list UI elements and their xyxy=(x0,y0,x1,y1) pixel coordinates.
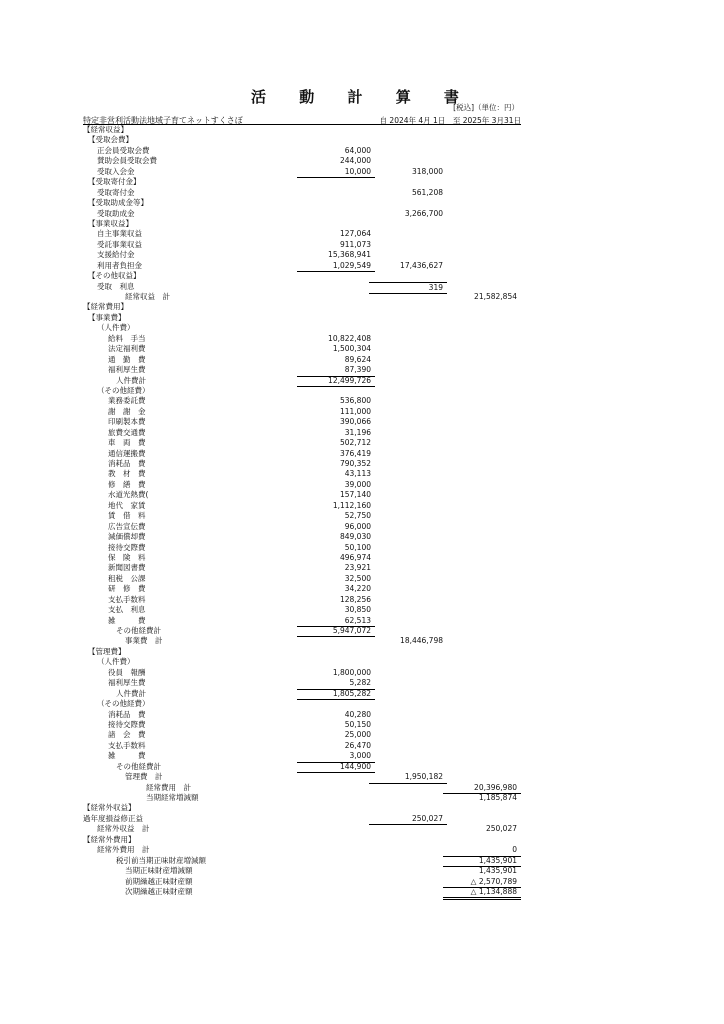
statement-row xyxy=(83,156,521,166)
statement-row xyxy=(83,772,521,782)
row-label: その他経費計 xyxy=(116,626,161,635)
amount-c3: 1,185,874 xyxy=(478,793,517,802)
row-label: 経常外収益 計 xyxy=(97,824,150,834)
statement-row xyxy=(83,480,521,490)
statement-row xyxy=(83,282,521,292)
row-label: 修 繕 費 xyxy=(108,479,146,489)
statement-row xyxy=(83,626,521,636)
statement-row xyxy=(83,417,521,427)
statement-row xyxy=(83,292,521,302)
row-label: 教 材 費 xyxy=(108,469,146,479)
amount-c1: 911,073 xyxy=(339,239,371,249)
row-label: 【管理費】 xyxy=(88,646,126,656)
statement-row xyxy=(83,438,521,448)
row-label: 通信運搬費 xyxy=(108,448,146,458)
statement-row xyxy=(83,668,521,678)
row-label: 税引前当期正味財産増減額 xyxy=(116,855,206,865)
row-label: 管理費 計 xyxy=(125,772,163,782)
statement-row xyxy=(83,396,521,406)
row-label: 【事業費】 xyxy=(88,312,126,322)
statement-row xyxy=(83,428,521,438)
row-label: 【経常収益】 xyxy=(83,125,128,134)
row-label: 消耗品 費 xyxy=(108,709,146,719)
amount-c1: 62,513 xyxy=(297,616,375,627)
statement-row xyxy=(83,647,521,657)
statement-row xyxy=(83,793,521,803)
row-label: 謝 謝 金 xyxy=(108,406,146,416)
statement-row xyxy=(83,616,521,626)
statement-row xyxy=(83,720,521,730)
amount-c1: 25,000 xyxy=(344,730,371,740)
row-label: （人件費） xyxy=(97,323,135,333)
statement-row xyxy=(83,323,521,333)
amount-c1: 50,100 xyxy=(344,542,371,552)
amount-c1: 15,368,941 xyxy=(328,250,371,260)
amount-c3: 0 xyxy=(443,845,521,856)
row-label: 【受取会費】 xyxy=(88,135,133,145)
statement-row xyxy=(83,459,521,469)
statement-row xyxy=(83,689,521,699)
statement-row xyxy=(83,198,521,208)
amount-c1: 1,500,304 xyxy=(332,344,371,354)
row-label: 広告宣伝費 xyxy=(108,521,146,531)
row-label: 支払手数料 xyxy=(108,594,146,604)
statement-row xyxy=(83,563,521,573)
row-label: 当期経常増減額 xyxy=(146,793,199,802)
row-label: 【経常費用】 xyxy=(83,302,128,312)
statement-row xyxy=(83,532,521,542)
statement-row xyxy=(83,407,521,417)
amount-c1: 244,000 xyxy=(339,156,371,166)
amount-c1: 1,800,000 xyxy=(332,667,371,677)
statement-row xyxy=(83,501,521,511)
statement-row xyxy=(83,469,521,479)
row-label: 接待交際費 xyxy=(108,719,146,729)
amount-c3: 1,435,901 xyxy=(443,856,521,867)
statement-row xyxy=(83,678,521,688)
statement-row xyxy=(83,803,521,813)
amount-c1: 157,140 xyxy=(339,490,371,500)
row-label: 人件費計 xyxy=(116,375,146,385)
amount-c1: 30,850 xyxy=(344,605,371,615)
amount-c1: 536,800 xyxy=(339,396,371,406)
row-label: 自主事業収益 xyxy=(97,229,142,239)
amount-c1: 52,750 xyxy=(344,511,371,521)
amount-c1: 790,352 xyxy=(339,459,371,468)
row-label: 利用者負担金 xyxy=(97,260,142,270)
statement-row xyxy=(83,376,521,386)
amount-c1: 40,280 xyxy=(344,709,371,719)
row-label: 賛助会員受取会費 xyxy=(97,156,157,166)
statement-row xyxy=(83,751,521,761)
row-label: 雑 費 xyxy=(108,751,146,761)
statement-row xyxy=(83,386,521,396)
statement-row xyxy=(83,261,521,271)
amount-c1: 39,000 xyxy=(344,479,371,489)
row-label: 福利厚生費 xyxy=(108,365,146,375)
amount-c1: 849,030 xyxy=(339,532,371,542)
statement-row xyxy=(83,490,521,500)
amount-c2: 18,446,798 xyxy=(400,636,443,646)
statement-row xyxy=(83,814,521,824)
row-label: 接待交際費 xyxy=(108,542,146,552)
row-label: 【受取助成金等】 xyxy=(88,198,148,208)
row-label: 受取寄付金 xyxy=(97,187,135,197)
statement-row xyxy=(83,449,521,459)
statement-row xyxy=(83,355,521,365)
statement-row xyxy=(83,710,521,720)
amount-c2: 17,436,627 xyxy=(400,260,443,270)
amount-c1: 5,282 xyxy=(297,678,375,689)
statement-row xyxy=(83,887,521,897)
statement-row xyxy=(83,605,521,615)
row-label: 車 両 費 xyxy=(108,438,146,448)
statement-row xyxy=(83,783,521,793)
row-label: 地代 家賃 xyxy=(108,500,146,510)
row-label: 前期繰越正味財産額 xyxy=(125,876,193,886)
amount-c1: 1,805,282 xyxy=(297,689,375,700)
amount-c2: 319 xyxy=(369,282,447,294)
row-label: （その他経費） xyxy=(97,385,150,395)
row-label: 旅費交通費 xyxy=(108,427,146,437)
amount-c3: 20,396,980 xyxy=(443,783,521,794)
row-label: 人件費計 xyxy=(116,688,146,698)
statement-row xyxy=(83,762,521,772)
row-label: 賃 借 料 xyxy=(108,511,146,521)
row-label: 【経常外収益】 xyxy=(83,803,136,813)
statement-row xyxy=(83,313,521,323)
row-label: 消耗品 費 xyxy=(108,459,146,468)
row-label: 経常費用 計 xyxy=(146,782,191,792)
statement-row xyxy=(83,219,521,229)
statement-row xyxy=(83,188,521,198)
row-label: 保 険 料 xyxy=(108,552,146,562)
row-label: 経常収益 計 xyxy=(125,292,170,301)
row-label: （人件費） xyxy=(97,657,135,667)
statement-row xyxy=(83,856,521,866)
amount-c1: 23,921 xyxy=(344,563,371,573)
statement-row xyxy=(83,302,521,312)
row-label: 通 勤 費 xyxy=(108,354,146,364)
row-label: 過年度損益修正益 xyxy=(83,813,143,823)
organization-name: 特定非営利活動法地域子育てネットすくさぼ xyxy=(83,116,243,125)
unit-note: [税込]（単位：円） xyxy=(453,103,519,112)
amount-c1: 32,500 xyxy=(344,573,371,583)
amount-c1: 87,390 xyxy=(297,365,375,376)
statement-row xyxy=(83,146,521,156)
row-label: 当期正味財産増減額 xyxy=(125,866,193,876)
statement-row xyxy=(83,741,521,751)
amount-c1: 12,499,726 xyxy=(297,376,375,387)
amount-c1: 34,220 xyxy=(344,584,371,594)
statement-row xyxy=(83,229,521,239)
amount-c1: 376,419 xyxy=(339,448,371,458)
amount-c2: 3,266,700 xyxy=(404,208,443,218)
row-label: 水道光熱費( xyxy=(108,490,149,500)
row-label: 新聞図書費 xyxy=(108,563,146,573)
amount-c3: 21,582,854 xyxy=(474,292,517,301)
amount-c1: 5,947,072 xyxy=(297,626,375,637)
fiscal-period: 自 2024年 4月 1日 至 2025年 3月31日 xyxy=(379,116,521,125)
row-label: 支払 利息 xyxy=(108,605,146,615)
row-label: 【受取寄付金】 xyxy=(88,177,141,187)
row-label: 雑 費 xyxy=(108,615,146,625)
amount-c1: 10,822,408 xyxy=(328,333,371,343)
statement-row xyxy=(83,574,521,584)
statement-row xyxy=(83,877,521,887)
amount-c1: 390,066 xyxy=(339,417,371,427)
row-label: 減価償却費 xyxy=(108,532,146,542)
row-label: 次期繰越正味財産額 xyxy=(125,886,193,896)
amount-c2: 250,027 xyxy=(369,814,447,825)
statement-row xyxy=(83,271,521,281)
statement-row xyxy=(83,730,521,740)
statement-row xyxy=(83,835,521,845)
amount-c1: 31,196 xyxy=(344,427,371,437)
amount-c2: 561,208 xyxy=(411,187,443,197)
statement-row xyxy=(83,250,521,260)
amount-c1: 50,150 xyxy=(344,719,371,729)
row-label: その他経費計 xyxy=(116,761,161,771)
amount-c1: 3,000 xyxy=(297,751,375,762)
document-title: 活 動 計 算 書 xyxy=(251,88,473,106)
amount-c1: 1,112,160 xyxy=(332,500,371,510)
amount-c3: △ 2,570,789 xyxy=(443,877,521,888)
amount-c3: △ 1,134,888 xyxy=(443,887,521,900)
row-label: 諸 会 費 xyxy=(108,730,146,740)
amount-c2: 318,000 xyxy=(411,166,443,176)
row-label: 業務委託費 xyxy=(108,396,146,406)
row-label: （その他経費） xyxy=(97,699,150,709)
statement-row xyxy=(83,595,521,605)
row-label: 印刷製本費 xyxy=(108,417,146,427)
row-label: 役員 報酬 xyxy=(108,667,146,677)
statement-row xyxy=(83,866,521,876)
row-label: 【事業収益】 xyxy=(88,218,133,228)
row-label: 正会員受取会費 xyxy=(97,145,150,155)
amount-c1: 502,712 xyxy=(339,438,371,448)
row-label: 研 修 費 xyxy=(108,584,146,594)
statement-row xyxy=(83,125,521,135)
row-label: 法定福利費 xyxy=(108,344,146,354)
statement-row xyxy=(83,845,521,855)
row-label: 受託事業収益 xyxy=(97,239,142,249)
amount-c1: 144,900 xyxy=(297,762,375,773)
row-label: 支払手数料 xyxy=(108,740,146,750)
statement-row xyxy=(83,511,521,521)
statement-row xyxy=(83,657,521,667)
amount-c1: 496,974 xyxy=(339,552,371,562)
statement-row xyxy=(83,209,521,219)
amount-c1: 89,624 xyxy=(344,354,371,364)
amount-c1: 128,256 xyxy=(339,594,371,604)
statement-row xyxy=(83,636,521,646)
statement-table xyxy=(83,125,521,897)
statement-row xyxy=(83,522,521,532)
row-label: 経常外費用 計 xyxy=(97,845,150,855)
row-label: 受取入会金 xyxy=(97,166,135,176)
amount-c1: 10,000 xyxy=(297,167,375,178)
statement-row xyxy=(83,365,521,375)
amount-c3: 250,027 xyxy=(485,824,517,834)
row-label: 受取 利息 xyxy=(97,281,135,291)
statement-row xyxy=(83,699,521,709)
row-label: 事業費 計 xyxy=(125,636,163,646)
amount-c1: 1,029,549 xyxy=(297,261,375,272)
statement-row xyxy=(83,135,521,145)
amount-c1: 111,000 xyxy=(339,406,371,416)
statement-row xyxy=(83,543,521,553)
amount-c2: 1,950,182 xyxy=(369,772,447,783)
statement-row xyxy=(83,344,521,354)
statement-row xyxy=(83,553,521,563)
row-label: 【経常外費用】 xyxy=(83,834,136,844)
amount-c1: 43,113 xyxy=(344,469,371,479)
amount-c1: 96,000 xyxy=(344,521,371,531)
statement-row xyxy=(83,240,521,250)
amount-c1: 26,470 xyxy=(344,740,371,750)
row-label: 支援給付金 xyxy=(97,250,135,260)
amount-c1: 64,000 xyxy=(344,145,371,155)
statement-row xyxy=(83,177,521,187)
row-label: 受取助成金 xyxy=(97,208,135,218)
statement-row xyxy=(83,167,521,177)
statement-row xyxy=(83,824,521,834)
amount-c1: 127,064 xyxy=(339,229,371,239)
row-label: 給料 手当 xyxy=(108,333,146,343)
statement-row xyxy=(83,584,521,594)
amount-c3: 1,435,901 xyxy=(478,866,517,876)
row-label: 【その他収益】 xyxy=(88,271,141,281)
statement-row xyxy=(83,334,521,344)
row-label: 福利厚生費 xyxy=(108,678,146,688)
row-label: 租税 公課 xyxy=(108,573,146,583)
